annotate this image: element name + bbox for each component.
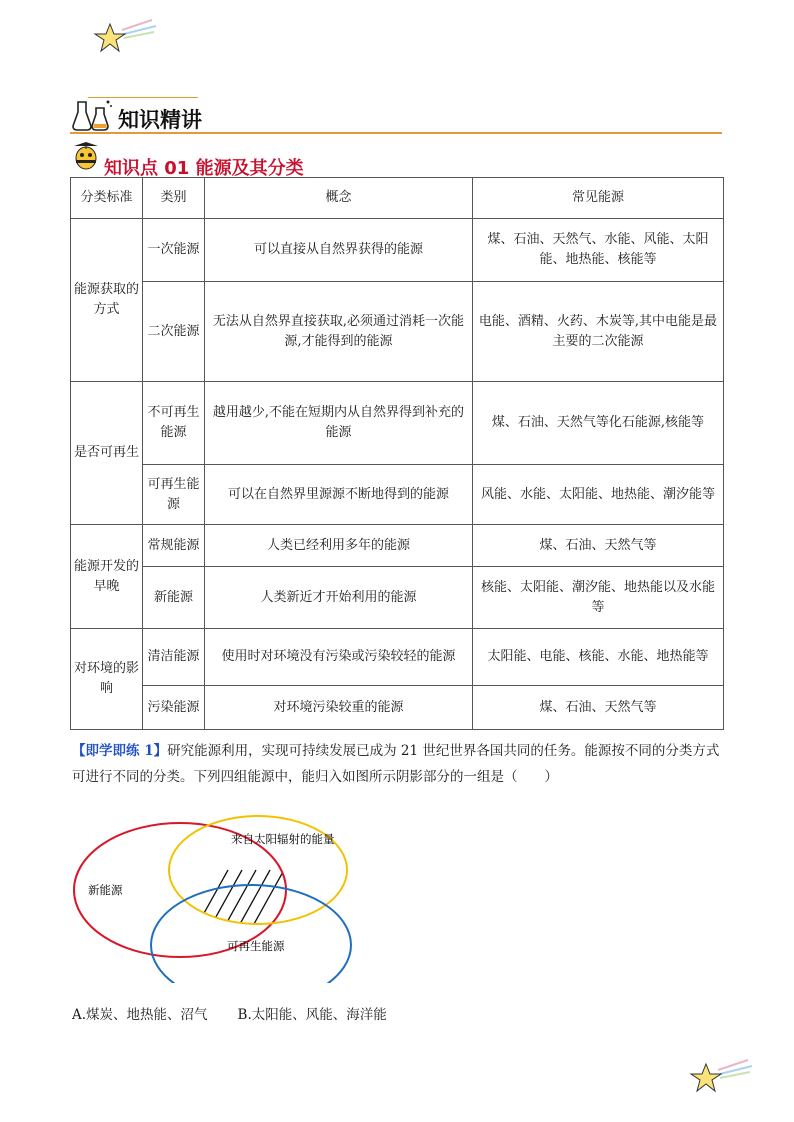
concept-cell: 越用越少,不能在短期内从自然界得到补充的能源 xyxy=(205,382,473,465)
table-row xyxy=(71,219,724,282)
criterion-cell: 能源获取的方式 xyxy=(71,219,143,382)
examples-cell: 煤、石油、天然气、水能、风能、太阳能、地热能、核能等 xyxy=(473,219,724,282)
concept-cell: 人类新近才开始利用的能源 xyxy=(205,567,473,629)
examples-cell: 煤、石油、天然气等化石能源,核能等 xyxy=(473,382,724,465)
section-divider xyxy=(70,132,722,134)
venn-label-renewable: 可再生能源 xyxy=(227,939,285,953)
examples-cell: 煤、石油、天然气等 xyxy=(473,525,724,567)
table-row xyxy=(71,629,724,686)
venn-label-solar: 来自太阳辐射的能量 xyxy=(231,832,335,846)
lab-flask-icon xyxy=(72,98,114,132)
table-row xyxy=(71,567,724,629)
category-cell: 污染能源 xyxy=(143,686,205,730)
table-row xyxy=(71,382,724,465)
category-cell: 可再生能源 xyxy=(143,465,205,525)
criterion-cell: 是否可再生 xyxy=(71,382,143,525)
practice-text: 研究能源利用，实现可持续发展已成为 21 世纪世界各国共同的任务。能源按不同的分类方式可进行不同的分类。下列四组能源中，能归入如图所示阴影部分的一组是（ ） xyxy=(72,743,720,785)
category-cell: 常规能源 xyxy=(143,525,205,567)
header-concept: 概念 xyxy=(205,178,473,219)
venn-diagram xyxy=(70,808,370,983)
category-cell: 新能源 xyxy=(143,567,205,629)
table-row xyxy=(71,465,724,525)
category-cell: 二次能源 xyxy=(143,282,205,382)
practice-tag: 【即学即练 1】 xyxy=(72,743,168,759)
section-title: 知识精讲 xyxy=(118,108,202,132)
concept-cell: 对环境污染较重的能源 xyxy=(205,686,473,730)
knowledge-point-title: 知识点 01 能源及其分类 xyxy=(104,158,304,179)
answer-options xyxy=(72,1003,417,1023)
category-cell: 一次能源 xyxy=(143,219,205,282)
star-decoration-icon xyxy=(688,1056,758,1096)
criterion-cell: 对环境的影响 xyxy=(71,629,143,730)
table-row xyxy=(71,282,724,382)
examples-cell: 核能、太阳能、潮汐能、地热能以及水能等 xyxy=(473,567,724,629)
star-decoration-icon xyxy=(92,18,162,58)
renewable-energy-ellipse xyxy=(151,885,351,983)
mascot-bee-icon xyxy=(70,140,102,176)
option-a[interactable]: A.煤炭、地热能、沼气 xyxy=(72,1007,208,1023)
examples-cell: 电能、酒精、火药、木炭等,其中电能是最主要的二次能源 xyxy=(473,282,724,382)
table-header-row xyxy=(71,178,724,219)
energy-classification-table xyxy=(70,177,724,730)
concept-cell: 可以直接从自然界获得的能源 xyxy=(205,219,473,282)
examples-cell: 风能、水能、太阳能、地热能、潮汐能等 xyxy=(473,465,724,525)
category-cell: 清洁能源 xyxy=(143,629,205,686)
criterion-cell: 能源开发的早晚 xyxy=(71,525,143,629)
concept-cell: 使用时对环境没有污染或污染较轻的能源 xyxy=(205,629,473,686)
table-row xyxy=(71,525,724,567)
examples-cell: 煤、石油、天然气等 xyxy=(473,686,724,730)
header-criterion: 分类标准 xyxy=(71,178,143,219)
concept-cell: 可以在自然界里源源不断地得到的能源 xyxy=(205,465,473,525)
practice-question xyxy=(72,738,724,790)
examples-cell: 太阳能、电能、核能、水能、地热能等 xyxy=(473,629,724,686)
table-row xyxy=(71,686,724,730)
venn-label-new: 新能源 xyxy=(88,883,123,897)
concept-cell: 无法从自然界直接获取,必须通过消耗一次能源,才能得到的能源 xyxy=(205,282,473,382)
option-b[interactable]: B.太阳能、风能、海洋能 xyxy=(237,1007,387,1023)
header-examples: 常见能源 xyxy=(473,178,724,219)
category-cell: 不可再生能源 xyxy=(143,382,205,465)
concept-cell: 人类已经利用多年的能源 xyxy=(205,525,473,567)
header-category: 类别 xyxy=(143,178,205,219)
